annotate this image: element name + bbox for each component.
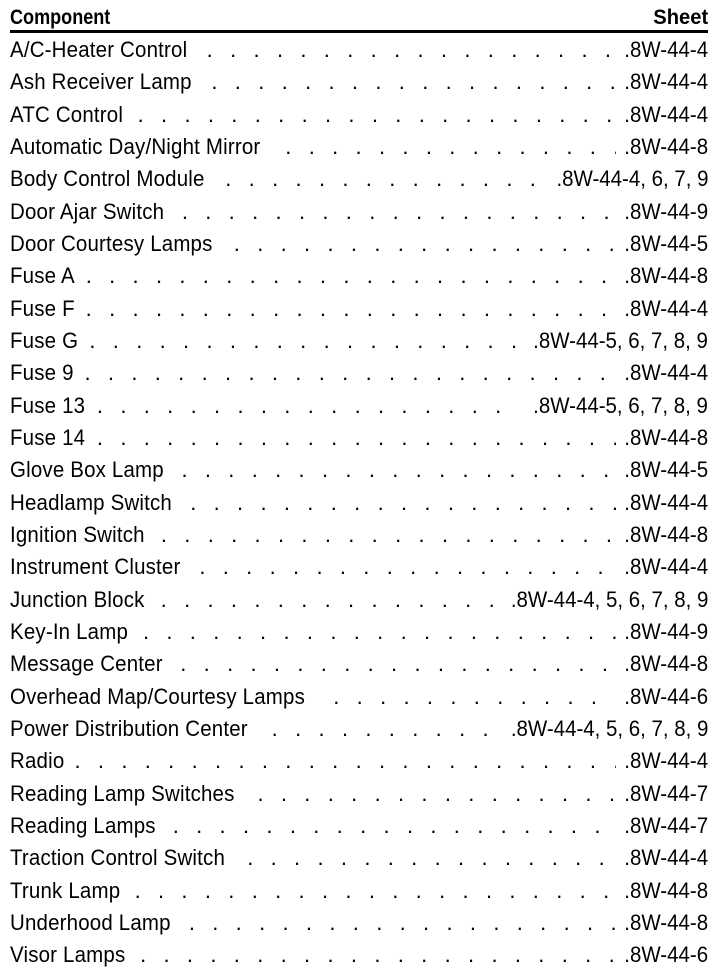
- component-name: Fuse 9: [10, 360, 74, 386]
- dot-leader: [257, 778, 615, 810]
- component-name: Fuse G: [10, 327, 79, 353]
- table-row: [10, 66, 708, 98]
- sheet-reference: .8W-44-4: [624, 748, 708, 774]
- dot-leader: [207, 34, 616, 66]
- sheet-reference: .8W-44-4: [624, 295, 708, 321]
- component-name: Door Courtesy Lamps: [10, 230, 213, 256]
- table-body: [10, 34, 708, 972]
- sheet-reference: .8W-44-5: [624, 230, 708, 256]
- table-row: [10, 293, 708, 325]
- sheet-reference: .8W-44-4: [624, 554, 708, 580]
- sheet-reference: .8W-44-7: [624, 780, 708, 806]
- table-row: [10, 99, 708, 131]
- table-row: [10, 842, 708, 874]
- sheet-reference: .8W-44-6: [624, 683, 708, 709]
- component-name: Reading Lamp Switches: [10, 780, 235, 806]
- component-name: Traction Control Switch: [10, 845, 226, 871]
- component-name: Glove Box Lamp: [10, 457, 164, 483]
- table-row: [10, 745, 708, 777]
- dot-leader: [173, 810, 616, 842]
- sheet-column-header: Sheet: [653, 6, 708, 29]
- table-header: [10, 4, 708, 33]
- dot-leader: [161, 584, 494, 616]
- dot-leader: [97, 390, 518, 422]
- sheet-reference: .8W-44-5, 6, 7, 8, 9: [533, 392, 708, 418]
- component-name: Visor Lamps: [10, 942, 126, 968]
- component-name: Underhood Lamp: [10, 909, 171, 935]
- component-index-table: [10, 4, 708, 972]
- sheet-reference: .8W-44-8: [624, 909, 708, 935]
- table-row: [10, 196, 708, 228]
- component-name: Instrument Cluster: [10, 554, 181, 580]
- sheet-reference: .8W-44-8: [624, 263, 708, 289]
- sheet-reference: .8W-44-9: [624, 618, 708, 644]
- dot-leader: [74, 745, 615, 777]
- dot-leader: [138, 99, 616, 131]
- component-name: Radio: [10, 748, 65, 774]
- table-row: [10, 907, 708, 939]
- component-name: Message Center: [10, 651, 163, 677]
- component-name: Ash Receiver Lamp: [10, 69, 192, 95]
- dot-leader: [180, 648, 616, 680]
- component-name: Key-In Lamp: [10, 618, 129, 644]
- dot-leader: [135, 875, 616, 907]
- dot-leader: [89, 325, 518, 357]
- table-row: [10, 551, 708, 583]
- component-name: Fuse A: [10, 263, 75, 289]
- table-row: [10, 487, 708, 519]
- sheet-reference: .8W-44-5, 6, 7, 8, 9: [533, 327, 708, 353]
- dot-leader: [181, 454, 615, 486]
- component-column-header: Component: [10, 6, 111, 29]
- table-row: [10, 681, 708, 713]
- table-row: [10, 616, 708, 648]
- dot-leader: [189, 907, 616, 939]
- table-row: [10, 519, 708, 551]
- dot-leader: [272, 713, 494, 745]
- component-name: Junction Block: [10, 586, 145, 612]
- dot-leader: [143, 616, 616, 648]
- dot-leader: [140, 939, 616, 971]
- component-name: Overhead Map/Courtesy Lamps: [10, 683, 306, 709]
- sheet-reference: .8W-44-8: [624, 424, 708, 450]
- sheet-reference: .8W-44-4, 5, 6, 7, 8, 9: [510, 715, 708, 741]
- component-name: Fuse 14: [10, 424, 86, 450]
- sheet-reference: .8W-44-4: [624, 845, 708, 871]
- table-row: [10, 875, 708, 907]
- dot-leader: [333, 681, 616, 713]
- component-name: ATC Control: [10, 101, 124, 127]
- component-name: Reading Lamps: [10, 812, 156, 838]
- table-row: [10, 325, 708, 357]
- sheet-reference: .8W-44-4: [624, 489, 708, 515]
- sheet-reference: .8W-44-4, 6, 7, 9: [555, 166, 708, 192]
- table-row: [10, 713, 708, 745]
- dot-leader: [199, 551, 616, 583]
- table-row: [10, 260, 708, 292]
- dot-leader: [97, 422, 616, 454]
- table-row: [10, 163, 708, 195]
- component-name: A/C-Heater Control: [10, 37, 188, 62]
- table-row: [10, 34, 708, 66]
- sheet-reference: .8W-44-8: [624, 133, 708, 159]
- dot-leader: [182, 196, 616, 228]
- table-row: [10, 422, 708, 454]
- sheet-reference: .8W-44-4: [624, 360, 708, 386]
- dot-leader: [225, 163, 542, 195]
- component-name: Door Ajar Switch: [10, 198, 165, 224]
- table-row: [10, 357, 708, 389]
- sheet-reference: .8W-44-8: [624, 651, 708, 677]
- table-row: [10, 584, 708, 616]
- component-name: Power Distribution Center: [10, 715, 248, 741]
- table-row: [10, 390, 708, 422]
- dot-leader: [161, 519, 616, 551]
- component-name: Trunk Lamp: [10, 877, 121, 903]
- sheet-reference: .8W-44-5: [624, 457, 708, 483]
- table-row: [10, 648, 708, 680]
- dot-leader: [86, 293, 616, 325]
- table-row: [10, 131, 708, 163]
- table-row: [10, 454, 708, 486]
- component-name: Ignition Switch: [10, 521, 145, 547]
- sheet-reference: .8W-44-7: [624, 812, 708, 838]
- component-name: Headlamp Switch: [10, 489, 172, 515]
- sheet-reference: .8W-44-9: [624, 198, 708, 224]
- dot-leader: [234, 228, 616, 260]
- component-name: Automatic Day/Night Mirror: [10, 133, 261, 159]
- sheet-reference: .8W-44-6: [624, 942, 708, 968]
- dot-leader: [86, 260, 616, 292]
- table-row: [10, 228, 708, 260]
- sheet-reference: .8W-44-4, 5, 6, 7, 8, 9: [510, 586, 708, 612]
- sheet-reference: .8W-44-4: [624, 101, 708, 127]
- table-row: [10, 810, 708, 842]
- table-row: [10, 939, 708, 971]
- sheet-reference: .8W-44-4: [624, 69, 708, 95]
- component-name: Body Control Module: [10, 166, 205, 192]
- table-row: [10, 778, 708, 810]
- sheet-reference: .8W-44-8: [624, 877, 708, 903]
- dot-leader: [285, 131, 616, 163]
- dot-leader: [190, 487, 616, 519]
- dot-leader: [211, 66, 616, 98]
- component-name: Fuse F: [10, 295, 75, 321]
- sheet-reference: .8W-44-4: [624, 37, 708, 62]
- component-name: Fuse 13: [10, 392, 86, 418]
- dot-leader: [84, 357, 615, 389]
- dot-leader: [247, 842, 616, 874]
- sheet-reference: .8W-44-8: [624, 521, 708, 547]
